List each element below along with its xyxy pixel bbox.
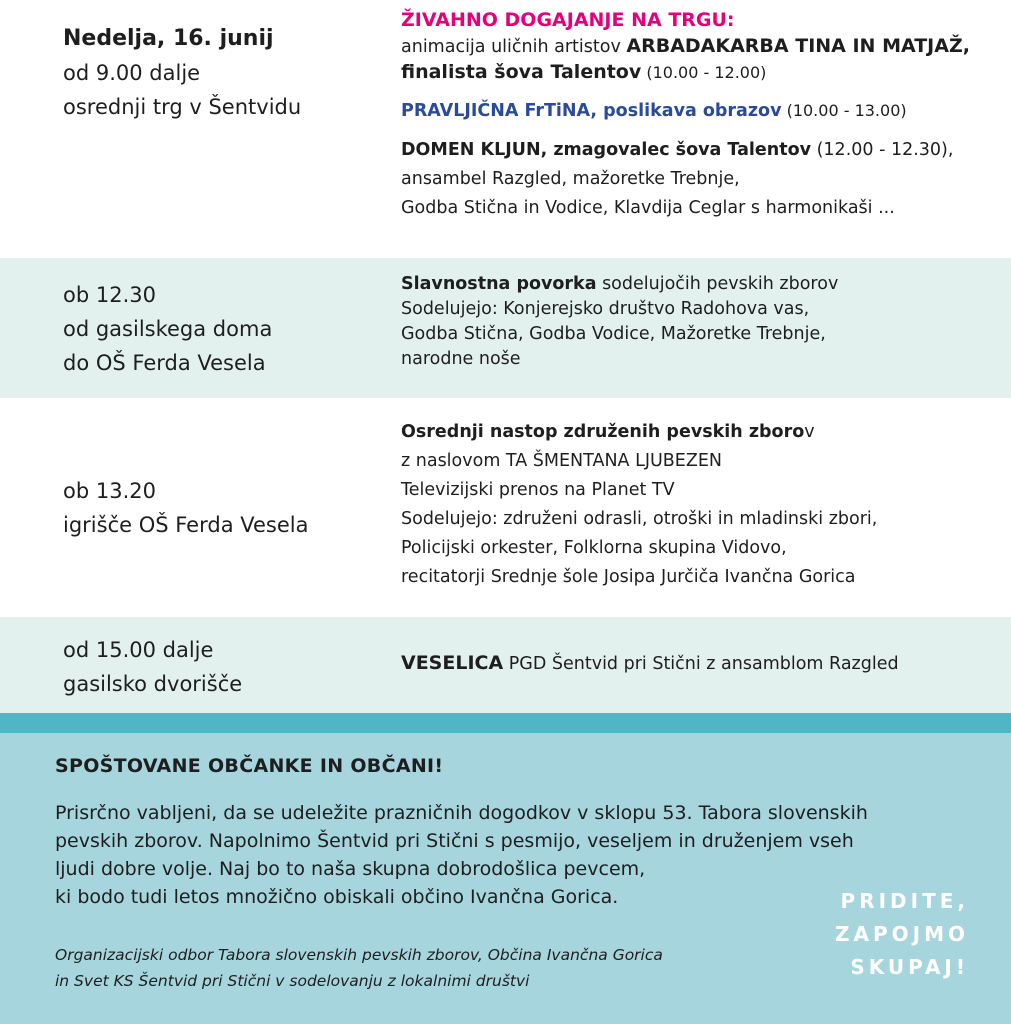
- concert-participants: Policijski orkester, Folklorna skupina Vidovo,: [401, 538, 787, 558]
- row-time-place: [63, 633, 242, 701]
- row-description: [401, 651, 1001, 677]
- event-time: od 9.00 dalje: [63, 61, 201, 85]
- parade-participants: Godba Stična, Godba Vodice, Mažoretke Trebnje,: [401, 324, 826, 344]
- event-time: od 15.00 dalje: [63, 638, 214, 662]
- row-time-place: [63, 22, 301, 124]
- concert-subtitle: z naslovom TA ŠMENTANA LJUBEZEN: [401, 451, 722, 471]
- square-events-heading: ŽIVAHNO DOGAJANJE NA TRGU:: [401, 9, 735, 31]
- program-row-sunday-morning: [0, 0, 1011, 258]
- row-description: [401, 6, 1001, 223]
- invitation-footer: [0, 733, 1011, 1024]
- concert-participants: recitatorji Srednje šole Josipa Jurčiča Ivančna Gorica: [401, 567, 856, 587]
- event-time: ob 13.20: [63, 479, 156, 503]
- event-place: igrišče OŠ Ferda Vesela: [63, 513, 309, 537]
- concert-title: Osrednji nastop združenih pevskih zborov: [401, 422, 815, 442]
- event-place: gasilsko dvorišče: [63, 672, 243, 696]
- parade-participants: Sodelujejo: Konjerejsko društvo Radohova vas,: [401, 299, 810, 319]
- street-artists-item: animacija uličnih artistov ARBADAKARBA TINA IN MATJAŽ, finalista šova Talentov (10.00 - 12.00): [401, 35, 970, 83]
- event-place: do OŠ Ferda Vesela: [63, 351, 266, 375]
- program-row-veselica: [0, 617, 1011, 713]
- invitation-title: SPOŠTOVANE OBČANKE IN OBČANI!: [55, 755, 444, 777]
- row-time-place: [63, 474, 308, 542]
- event-place: osrednji trg v Šentvidu: [63, 95, 302, 119]
- event-place: od gasilskega doma: [63, 317, 273, 341]
- veselica-item: VESELICA PGD Šentvid pri Stični z ansamblom Razgled: [401, 652, 899, 674]
- parade-title: Slavnostna povorka sodelujočih pevskih zborov: [401, 274, 839, 294]
- event-date: Nedelja, 16. junij: [63, 26, 274, 51]
- organizer-signature: Organizacijski odbor Tabora slovenskih pevskih zborov, Občina Ivančna Gorica in Svet KS Šentvid pri Stični v sodelovanju z lokalnimi društvi: [55, 946, 663, 990]
- program-row-parade: [0, 258, 1011, 398]
- invitation-text: Prisrčno vabljeni, da se udeležite prazničnih dogodkov v sklopu 53. Tabora slovenskih pevskih zborov. Napolnimo Šentvid pri Stični s pesmijo, veseljem in druženjem vseh ljudi dobre volje. Naj bo to naša skupna dobrodošlica pevcem, ki bodo tudi letos množično obiskali občino Ivančna Gorica.: [55, 802, 868, 908]
- event-time: ob 12.30: [63, 283, 156, 307]
- row-description: [401, 272, 1001, 372]
- face-painting-item: PRAVLJIČNA FrTiNA, poslikava obrazov (10.00 - 13.00): [401, 101, 907, 121]
- slogan: PRIDITE, ZAPOJMO SKUPAJ!: [835, 889, 969, 979]
- divider-stripe: [0, 713, 1011, 733]
- concert-participants: Sodelujejo: združeni odrasli, otroški in mladinski zbori,: [401, 509, 878, 529]
- tv-broadcast: Televizijski prenos na Planet TV: [401, 480, 675, 500]
- program-row-main-concert: [0, 398, 1011, 617]
- parade-participants: narodne noše: [401, 349, 521, 369]
- row-description: [401, 418, 1001, 592]
- row-time-place: [63, 278, 272, 380]
- domen-kljun-item: DOMEN KLJUN, zmagovalec šova Talentov (12.00 - 12.30), ansambel Razgled, mažoretke Trebnje, Godba Stična in Vodice, Klavdija Ceglar s harmonikaši ...: [401, 140, 954, 218]
